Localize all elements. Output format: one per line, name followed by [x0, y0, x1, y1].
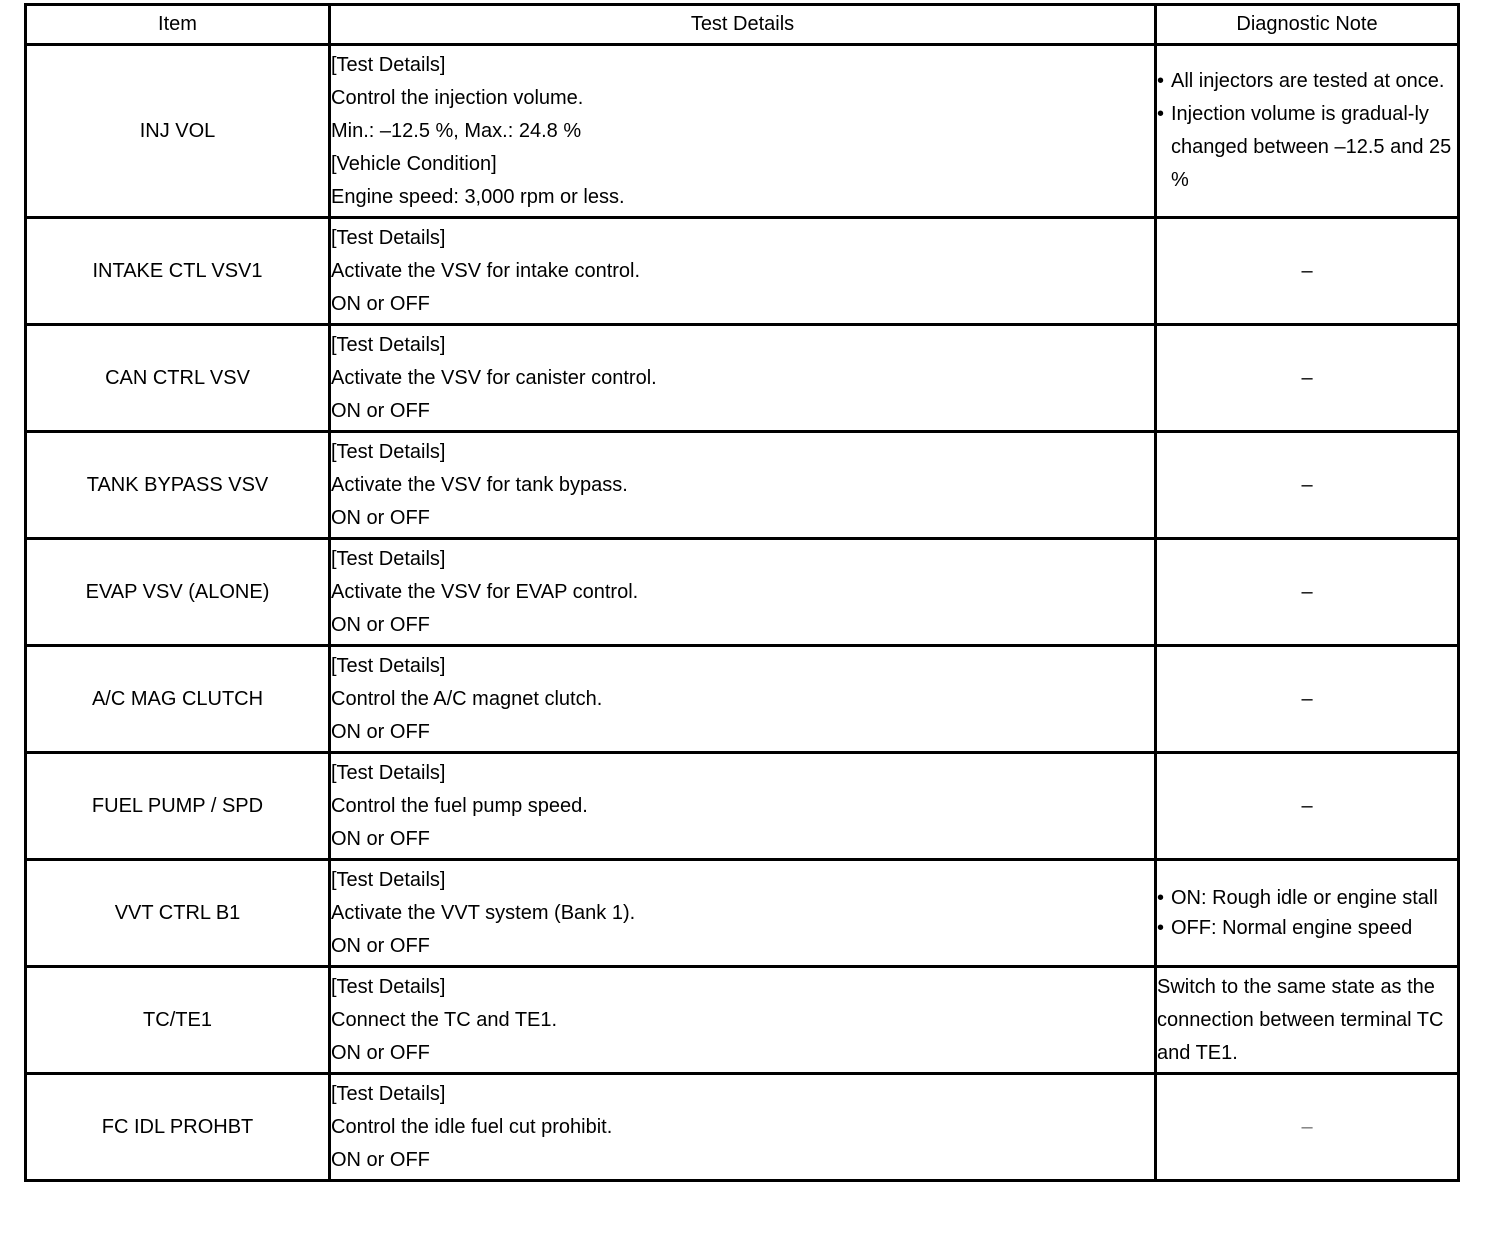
- details-line: [Test Details]: [331, 654, 446, 677]
- details-line: [Test Details]: [331, 53, 446, 76]
- bullet-icon: •: [1157, 103, 1165, 125]
- details-line: [Test Details]: [331, 761, 446, 784]
- item-cell: TANK BYPASS VSV: [26, 432, 330, 539]
- details-line: Activate the VSV for tank bypass.: [331, 473, 628, 496]
- details-line: Connect the TC and TE1.: [331, 1008, 558, 1031]
- item-cell: VVT CTRL B1: [26, 860, 330, 967]
- details-line: Activate the VVT system (Bank 1).: [331, 901, 636, 924]
- diagnostic-note-cell: –: [1156, 646, 1459, 753]
- test-details-cell: [330, 539, 1156, 646]
- details-line: Min.: –12.5 %, Max.: 24.8 %: [331, 119, 582, 142]
- note-bullet-text: All injectors are tested at once.: [1171, 70, 1445, 92]
- note-text: Switch to the same state as the connection between terminal TC and TE1.: [1157, 975, 1444, 1064]
- details-line: ON or OFF: [331, 934, 430, 957]
- details-line: ON or OFF: [331, 827, 430, 850]
- test-details-cell: [330, 218, 1156, 325]
- item-cell: INJ VOL: [26, 45, 330, 218]
- details-line: [Test Details]: [331, 226, 446, 249]
- details-line: ON or OFF: [331, 1041, 430, 1064]
- test-details-cell: [330, 1074, 1156, 1181]
- note-bullet-text: OFF: Normal engine speed: [1171, 917, 1413, 939]
- details-line: Engine speed: 3,000 rpm or less.: [331, 185, 625, 208]
- test-details-cell: [330, 325, 1156, 432]
- bullet-icon: •: [1157, 887, 1165, 909]
- details-line: Activate the VSV for EVAP control.: [331, 580, 639, 603]
- details-line: ON or OFF: [331, 292, 430, 315]
- details-line: ON or OFF: [331, 506, 430, 529]
- details-line: Control the A/C magnet clutch.: [331, 687, 603, 710]
- note-bullet: [1157, 883, 1457, 913]
- diagnostic-note-cell: –: [1156, 539, 1459, 646]
- header-diagnostic-note: Diagnostic Note: [1156, 5, 1459, 45]
- table-row: [26, 646, 1459, 753]
- test-details-cell: [330, 860, 1156, 967]
- details-line: [Test Details]: [331, 868, 446, 891]
- diagnostic-note-cell: –: [1156, 753, 1459, 860]
- details-line: [Test Details]: [331, 1082, 446, 1105]
- header-test-details: Test Details: [330, 5, 1156, 45]
- details-line: ON or OFF: [331, 720, 430, 743]
- note-bullet-list: [1157, 65, 1457, 197]
- note-bullet: [1157, 98, 1457, 197]
- test-details-cell: [330, 45, 1156, 218]
- item-cell: INTAKE CTL VSV1: [26, 218, 330, 325]
- diagnostic-note-cell: –: [1156, 432, 1459, 539]
- details-line: Control the idle fuel cut prohibit.: [331, 1115, 613, 1138]
- details-line: [Test Details]: [331, 333, 446, 356]
- test-details-cell: [330, 753, 1156, 860]
- item-cell: A/C MAG CLUTCH: [26, 646, 330, 753]
- table-row: [26, 860, 1459, 967]
- table-row: [26, 753, 1459, 860]
- details-line: [Test Details]: [331, 440, 446, 463]
- item-cell: FUEL PUMP / SPD: [26, 753, 330, 860]
- bullet-icon: •: [1157, 917, 1165, 939]
- item-cell: CAN CTRL VSV: [26, 325, 330, 432]
- note-bullet: [1157, 913, 1457, 943]
- test-details-cell: [330, 646, 1156, 753]
- test-details-cell: [330, 967, 1156, 1074]
- details-line: Activate the VSV for canister control.: [331, 366, 657, 389]
- details-line: [Test Details]: [331, 547, 446, 570]
- table-row: [26, 432, 1459, 539]
- active-test-table: [24, 3, 1460, 1182]
- header-item: Item: [26, 5, 330, 45]
- note-bullet-text: Injection volume is gradual-ly changed between –12.5 and 25 %: [1171, 103, 1452, 191]
- details-line: [Vehicle Condition]: [331, 152, 497, 175]
- header-row: [26, 5, 1459, 45]
- diagnostic-note-cell: [1156, 860, 1459, 967]
- details-line: Control the injection volume.: [331, 86, 584, 109]
- table-row: [26, 539, 1459, 646]
- bullet-icon: •: [1157, 70, 1165, 92]
- diagnostic-note-cell: –: [1156, 325, 1459, 432]
- table-row: [26, 967, 1459, 1074]
- test-details-cell: [330, 432, 1156, 539]
- table-row: [26, 218, 1459, 325]
- table-row: [26, 325, 1459, 432]
- details-line: ON or OFF: [331, 613, 430, 636]
- note-bullet: [1157, 65, 1457, 98]
- details-line: [Test Details]: [331, 975, 446, 998]
- item-cell: TC/TE1: [26, 967, 330, 1074]
- note-bullet-text: ON: Rough idle or engine stall: [1171, 887, 1438, 909]
- details-line: Activate the VSV for intake control.: [331, 259, 641, 282]
- diagnostic-note-cell: –: [1156, 218, 1459, 325]
- details-line: ON or OFF: [331, 399, 430, 422]
- table-row: [26, 45, 1459, 218]
- item-cell: EVAP VSV (ALONE): [26, 539, 330, 646]
- diagnostic-note-cell: –: [1156, 1074, 1459, 1181]
- note-bullet-list: [1157, 883, 1457, 943]
- table-row: [26, 1074, 1459, 1181]
- details-line: Control the fuel pump speed.: [331, 794, 588, 817]
- details-line: ON or OFF: [331, 1148, 430, 1171]
- diagnostic-note-cell: [1156, 45, 1459, 218]
- item-cell: FC IDL PROHBT: [26, 1074, 330, 1181]
- diagnostic-note-cell: [1156, 967, 1459, 1074]
